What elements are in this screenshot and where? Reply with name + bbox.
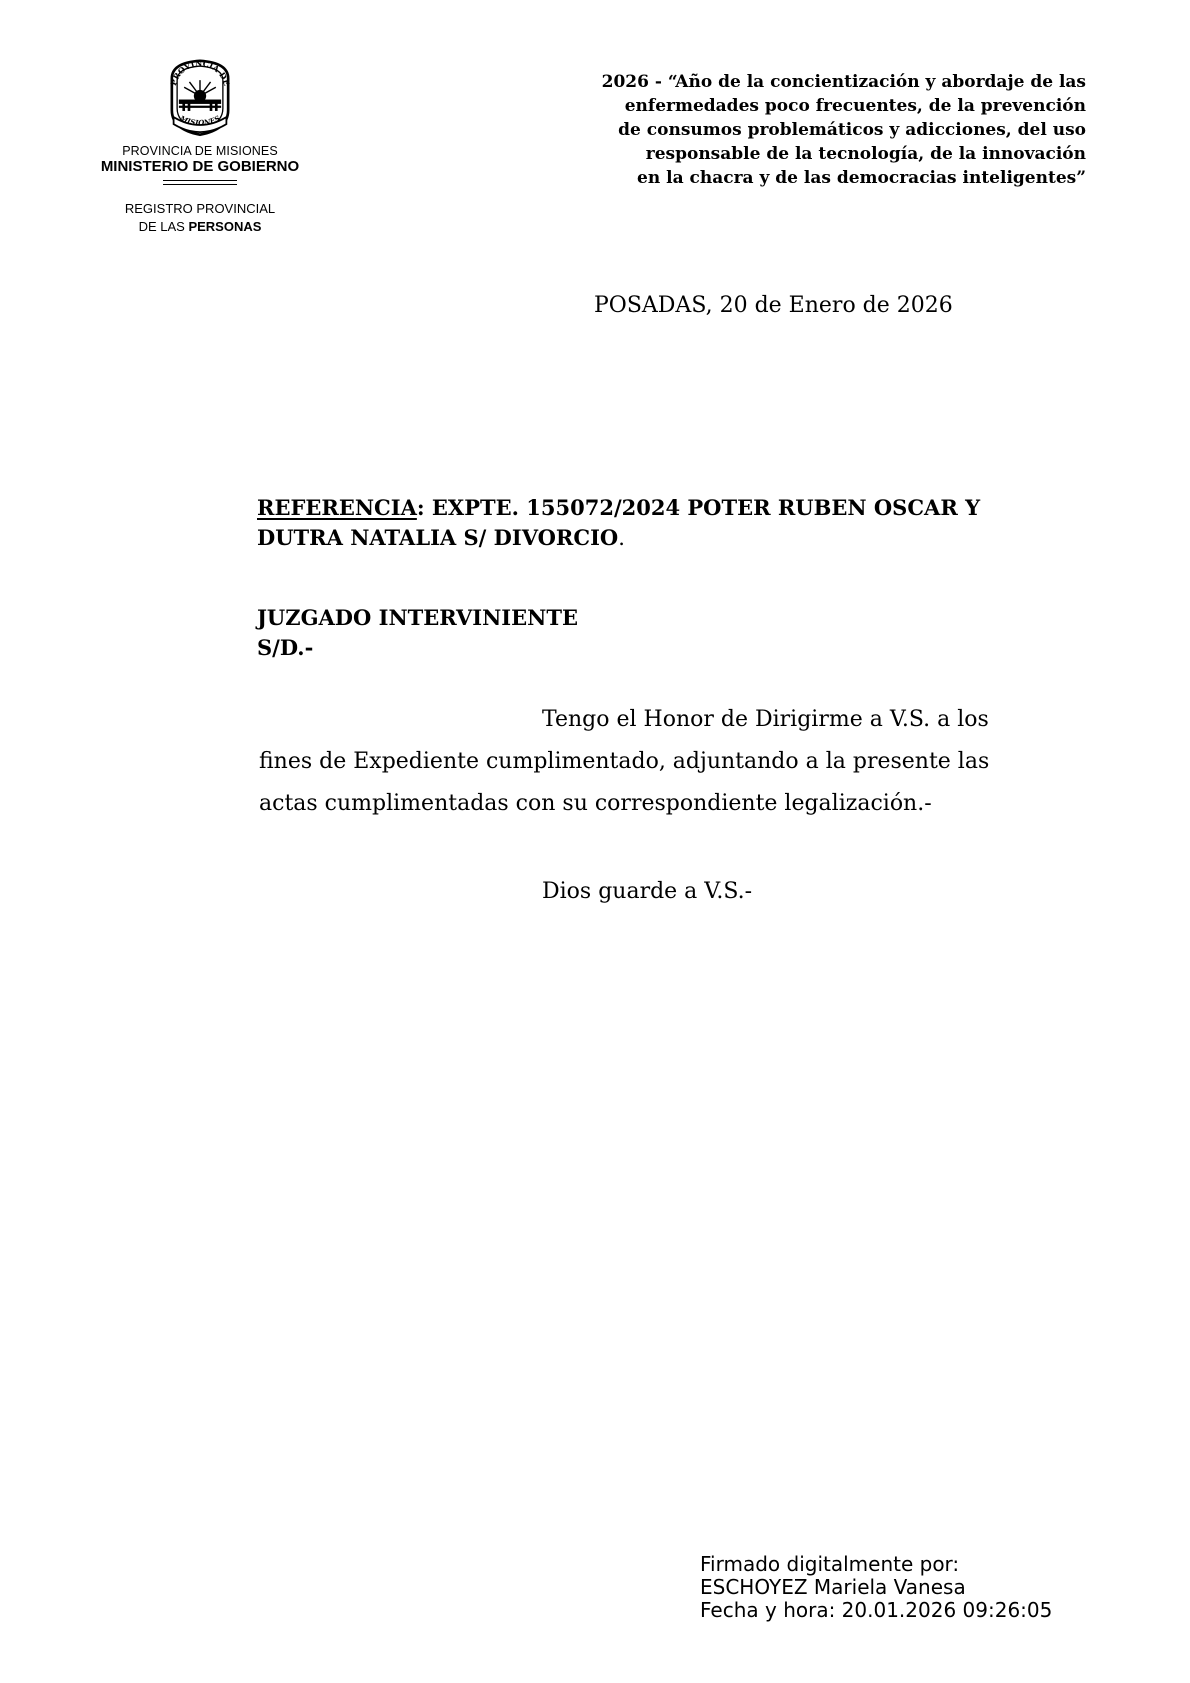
seal-text-bottom: MISIONES — [178, 113, 222, 128]
reference-label: REFERENCIA — [257, 495, 417, 520]
motto-line: enfermedades poco frecuentes, de la prevención — [624, 96, 1086, 116]
year-motto — [526, 70, 1086, 190]
coat-of-arms-icon — [156, 52, 244, 140]
motto-line: en la chacra y de las democracias inteligentes” — [637, 168, 1086, 188]
registry-line-2 — [70, 218, 330, 236]
reference-line-2-end: . — [618, 526, 625, 550]
date-line: POSADAS, 20 de Enero de 2026 — [594, 293, 953, 318]
reference-line-2-text: DUTRA NATALIA S/ DIVORCIO — [257, 525, 619, 550]
motto-line: de consumos problemáticos y adicciones, del uso — [618, 120, 1086, 140]
digital-signature — [700, 1553, 1052, 1622]
reference-line-1-text: : EXPTE. 155072/2024 POTER RUBEN OSCAR Y — [416, 495, 981, 520]
motto-line: 2026 - “Año de la concientización y abordaje de las — [601, 72, 1086, 92]
signature-timestamp: Fecha y hora: 20.01.2026 09:26:05 — [700, 1598, 1053, 1622]
letterhead-divider — [163, 180, 237, 181]
registry-line-2-bold: PERSONAS — [188, 219, 262, 234]
addressee-line-1: JUZGADO INTERVINIENTE — [257, 605, 578, 630]
letterhead-registry — [70, 200, 330, 236]
reference-line-1 — [257, 493, 1057, 523]
reference-line-2 — [257, 523, 1057, 553]
addressee-line-2: S/D.- — [257, 635, 314, 660]
registry-line-2-prefix: DE LAS — [138, 219, 189, 234]
seal-text-top: PROVINCIA DE — [168, 58, 232, 87]
letterhead-province: PROVINCIA DE MISIONES — [122, 144, 278, 158]
letterhead — [70, 52, 330, 236]
body-line: fines de Expediente cumplimentado, adjuntando a la presente las — [259, 749, 990, 774]
body-paragraph — [259, 699, 1039, 825]
signature-signer: ESCHOYEZ Mariela Vanesa — [700, 1575, 966, 1599]
registry-line-1: REGISTRO PROVINCIAL — [124, 201, 276, 216]
body-line: actas cumplimentadas con su correspondiente legalización.- — [259, 791, 932, 816]
letterhead-divider — [163, 184, 237, 185]
closing-salutation: Dios guarde a V.S.- — [542, 879, 753, 904]
signature-line-1: Firmado digitalmente por: — [700, 1552, 960, 1576]
addressee — [257, 603, 578, 663]
reference — [257, 493, 1057, 553]
letterhead-ministry: MINISTERIO DE GOBIERNO — [100, 158, 300, 175]
body-line: Tengo el Honor de Dirigirme a V.S. a los — [542, 707, 989, 732]
motto-line: responsable de la tecnología, de la innovación — [645, 144, 1086, 164]
